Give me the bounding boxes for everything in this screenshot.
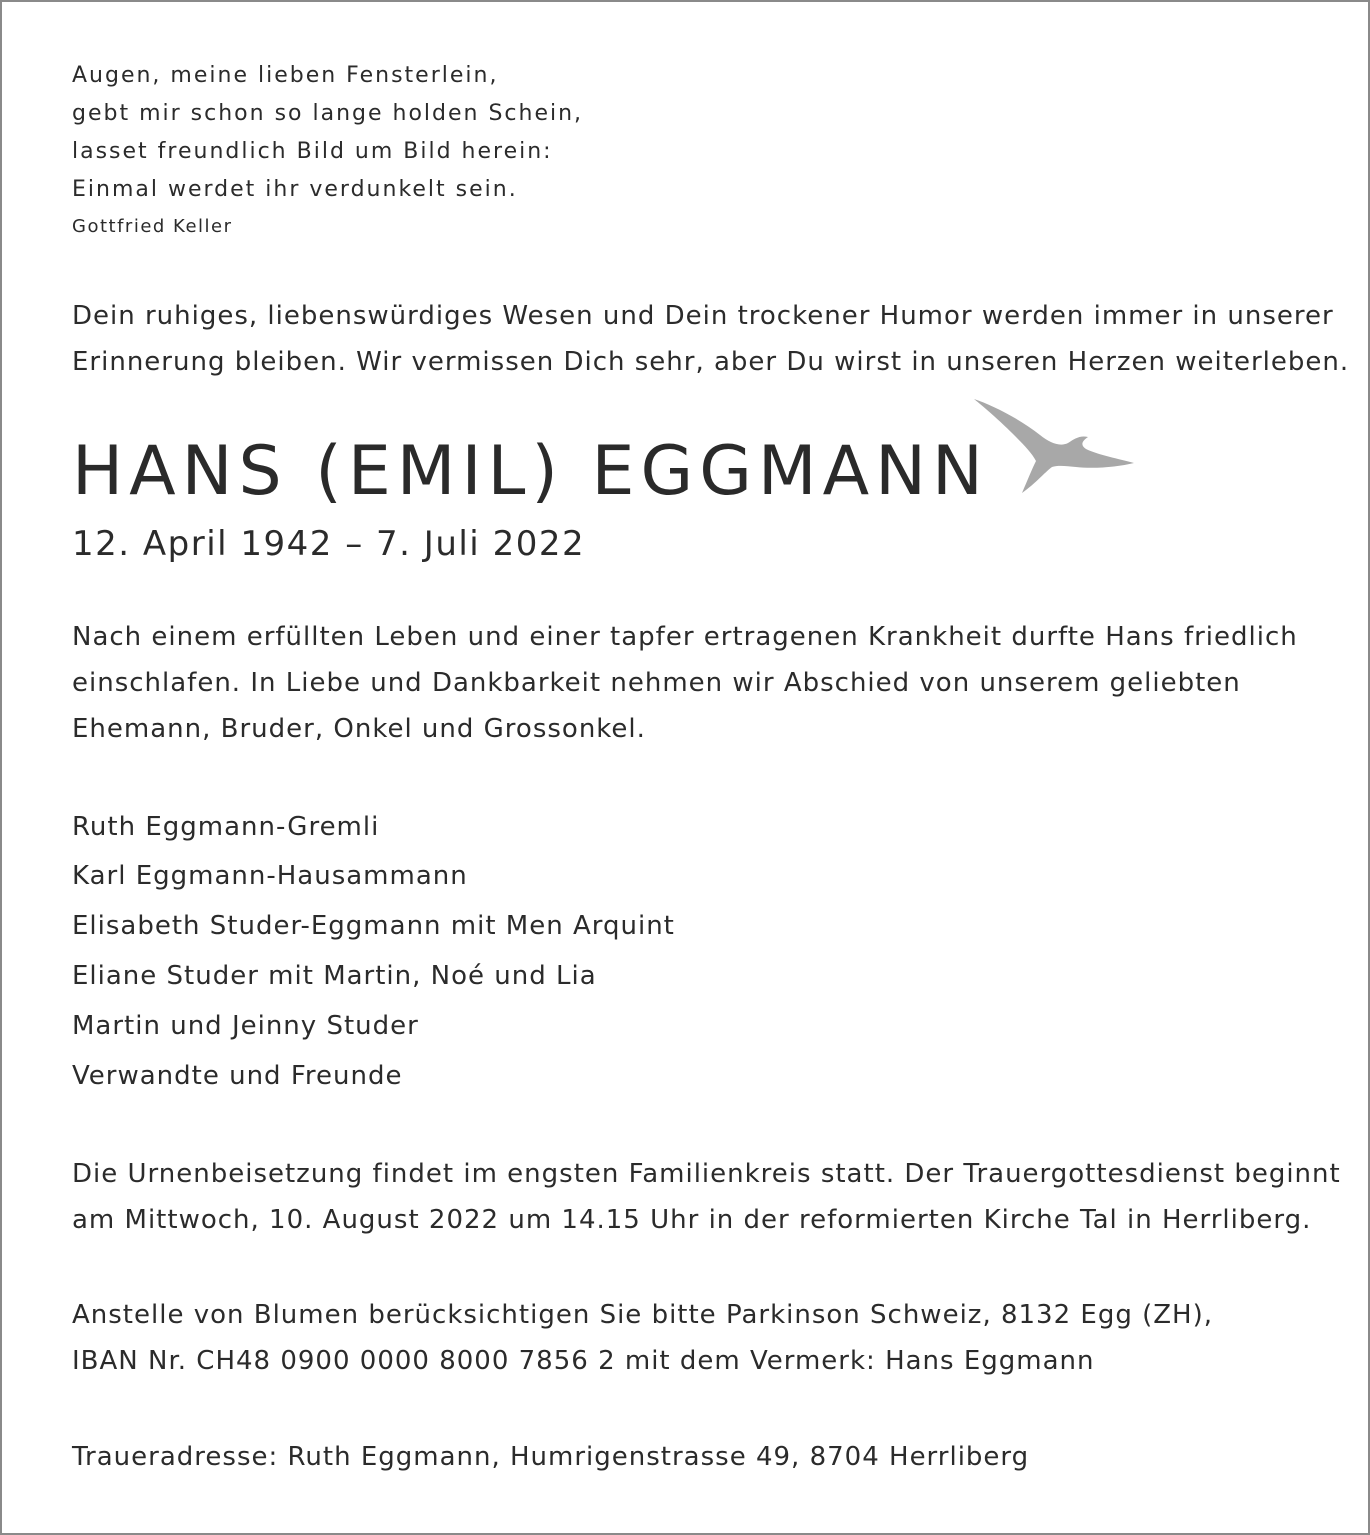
service-line: am Mittwoch, 10. August 2022 um 14.15 Uhr in der reformierten Kirche Tal in Herrliberg.	[72, 1205, 1312, 1235]
bird-icon	[972, 397, 1137, 497]
tribute-line: Erinnerung bleiben. Wir vermissen Dich sehr, aber Du wirst in unseren Herzen weiterleben.	[72, 347, 1350, 377]
mourner-name: Elisabeth Studer-Eggmann mit Men Arquint	[72, 911, 675, 941]
mourner-name: Verwandte und Freunde	[72, 1061, 403, 1091]
poem-line: lasset freundlich Bild um Bild herein:	[72, 139, 553, 164]
service-line: Die Urnenbeisetzung findet im engsten Familienkreis statt. Der Trauergottesdienst beginnt	[72, 1159, 1341, 1189]
donation-line: Anstelle von Blumen berücksichtigen Sie bitte Parkinson Schweiz, 8132 Egg (ZH),	[72, 1300, 1214, 1330]
poem-author: Gottfried Keller	[72, 216, 233, 237]
announcement-line: Ehemann, Bruder, Onkel und Grossonkel.	[72, 714, 646, 744]
mourner-name: Karl Eggmann-Hausammann	[72, 861, 468, 891]
poem-line: Augen, meine lieben Fensterlein,	[72, 63, 499, 88]
poem-line: Einmal werdet ihr verdunkelt sein.	[72, 177, 518, 202]
tribute-line: Dein ruhiges, liebenswürdiges Wesen und Dein trockener Humor werden immer in unserer	[72, 301, 1334, 331]
life-dates: 12. April 1942 – 7. Juli 2022	[72, 524, 586, 564]
mourning-address: Traueradresse: Ruth Eggmann, Humrigenstrasse 49, 8704 Herrliberg	[72, 1442, 1030, 1472]
deceased-name: HANS (EMIL) EGGMANN	[72, 432, 989, 511]
mourner-name: Eliane Studer mit Martin, Noé und Lia	[72, 961, 597, 991]
bird-shape	[974, 399, 1134, 493]
poem-line: gebt mir schon so lange holden Schein,	[72, 101, 584, 126]
mourner-name: Ruth Eggmann-Gremli	[72, 812, 380, 842]
donation-line: IBAN Nr. CH48 0900 0000 8000 7856 2 mit dem Vermerk: Hans Eggmann	[72, 1346, 1095, 1376]
announcement-line: Nach einem erfüllten Leben und einer tapfer ertragenen Krankheit durfte Hans friedlich	[72, 622, 1298, 652]
announcement-line: einschlafen. In Liebe und Dankbarkeit nehmen wir Abschied von unserem geliebten	[72, 668, 1241, 698]
mourner-name: Martin und Jeinny Studer	[72, 1011, 419, 1041]
